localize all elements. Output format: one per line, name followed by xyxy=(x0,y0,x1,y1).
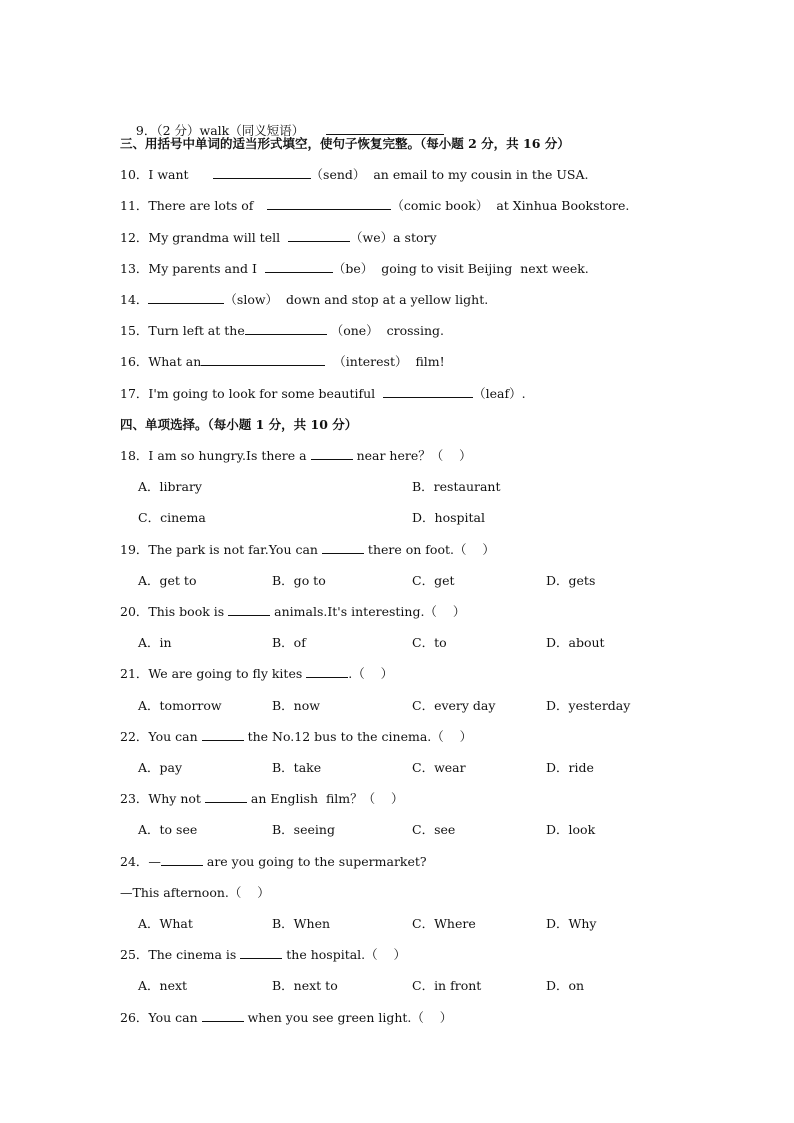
question-20 xyxy=(120,603,465,621)
answer-blank[interactable] xyxy=(201,353,325,366)
option-d[interactable]: D．look xyxy=(546,822,596,837)
question-12 xyxy=(120,229,437,247)
question-prefix: 22．You can xyxy=(120,729,202,744)
question-26 xyxy=(120,1009,452,1027)
option-c[interactable]: C．cinema xyxy=(138,510,206,525)
answer-blank[interactable] xyxy=(267,197,391,210)
question-11 xyxy=(120,197,629,215)
question-prefix: 11．There are lots of xyxy=(120,198,258,213)
question-suffix: there on foot.（ ） xyxy=(363,542,495,557)
answer-blank[interactable] xyxy=(288,229,350,242)
question-prefix: 26．You can xyxy=(120,1010,202,1025)
question-19 xyxy=(120,541,495,559)
question-suffix: animals.It's interesting.（ ） xyxy=(270,604,466,619)
question-prefix: 18．I am so hungry.Is there a xyxy=(120,448,311,463)
option-c[interactable]: C．Where xyxy=(412,916,476,931)
option-a[interactable]: A．tomorrow xyxy=(138,698,222,713)
question-prefix: 15．Turn left at the xyxy=(120,323,245,338)
question-suffix: an English film？（ ） xyxy=(246,791,404,806)
option-b[interactable]: B．go to xyxy=(272,573,326,588)
option-a[interactable]: A．in xyxy=(138,635,172,650)
option-b[interactable]: B．restaurant xyxy=(412,479,501,494)
answer-blank[interactable] xyxy=(383,385,473,398)
answer-blank[interactable] xyxy=(202,728,244,741)
option-d[interactable]: D．ride xyxy=(546,760,594,775)
question-17 xyxy=(120,385,526,403)
answer-blank[interactable] xyxy=(161,853,203,866)
answer-blank[interactable] xyxy=(326,122,444,135)
question-prefix: 13．My parents and I xyxy=(120,261,265,276)
answer-blank[interactable] xyxy=(213,166,311,179)
option-a[interactable]: A．What xyxy=(138,916,193,931)
option-d[interactable]: D．gets xyxy=(546,573,596,588)
question-prefix: 23．Why not xyxy=(120,791,205,806)
option-d[interactable]: D．about xyxy=(546,635,605,650)
question-suffix: near here？（ ） xyxy=(352,448,472,463)
option-d[interactable]: D．Why xyxy=(546,916,597,931)
section-3-heading: 三、用括号中单词的适当形式填空，使句子恢复完整。（每小题 2 分，共 16 分） xyxy=(120,136,570,151)
question-prefix: 10．I want xyxy=(120,167,193,182)
question-suffix: the No.12 bus to the cinema.（ ） xyxy=(243,729,473,744)
question-prefix: 17．I'm going to look for some beautiful xyxy=(120,386,384,401)
option-a[interactable]: A．pay xyxy=(138,760,183,775)
question-24-reply: —This afternoon.（ ） xyxy=(120,885,270,900)
answer-blank[interactable] xyxy=(202,1009,244,1022)
question-text: 9．（2 分）walk（同义短语） xyxy=(135,123,305,138)
option-c[interactable]: C．get xyxy=(412,573,455,588)
option-b[interactable]: B．now xyxy=(272,698,320,713)
option-c[interactable]: C．see xyxy=(412,822,456,837)
question-prefix: 24．— xyxy=(120,854,161,869)
question-16 xyxy=(120,353,445,371)
question-14 xyxy=(120,291,488,309)
answer-blank[interactable] xyxy=(205,790,247,803)
option-d[interactable]: D．hospital xyxy=(412,510,485,525)
option-a[interactable]: A．library xyxy=(138,479,202,494)
answer-blank[interactable] xyxy=(148,291,224,304)
question-suffix: （interest） film! xyxy=(325,354,445,369)
question-21 xyxy=(120,665,393,683)
option-d[interactable]: D．on xyxy=(546,978,585,993)
option-c[interactable]: C．to xyxy=(412,635,447,650)
answer-blank[interactable] xyxy=(306,665,348,678)
section-4-heading: 四、单项选择。（每小题 1 分，共 10 分） xyxy=(120,417,358,432)
answer-blank[interactable] xyxy=(228,603,270,616)
question-suffix: （comic book） at Xinhua Bookstore. xyxy=(391,198,630,213)
answer-blank[interactable] xyxy=(311,447,353,460)
answer-blank[interactable] xyxy=(265,260,333,273)
question-13 xyxy=(120,260,589,278)
question-suffix: when you see green light.（ ） xyxy=(243,1010,453,1025)
option-b[interactable]: B．of xyxy=(272,635,306,650)
question-prefix: 16．What an xyxy=(120,354,202,369)
question-prefix: 25．The cinema is xyxy=(120,947,241,962)
question-prefix: 12．My grandma will tell xyxy=(120,230,289,245)
question-prefix: 20．This book is xyxy=(120,604,229,619)
option-b[interactable]: B．When xyxy=(272,916,331,931)
option-a[interactable]: A．to see xyxy=(138,822,198,837)
question-suffix: .（ ） xyxy=(348,666,394,681)
question-22 xyxy=(120,728,472,746)
question-suffix: are you going to the supermarket? xyxy=(202,854,427,869)
question-18 xyxy=(120,447,472,465)
answer-blank[interactable] xyxy=(240,946,282,959)
answer-blank[interactable] xyxy=(322,541,364,554)
option-c[interactable]: C．in front xyxy=(412,978,482,993)
question-prefix: 19．The park is not far.You can xyxy=(120,542,322,557)
option-a[interactable]: A．get to xyxy=(138,573,197,588)
question-suffix: （be） going to visit Beijing next week. xyxy=(332,261,589,276)
question-suffix: （one） crossing. xyxy=(326,323,444,338)
question-prefix: 21．We are going to fly kites xyxy=(120,666,307,681)
option-a[interactable]: A．next xyxy=(138,978,188,993)
question-15 xyxy=(120,322,444,340)
question-suffix: （send） an email to my cousin in the USA. xyxy=(310,167,589,182)
option-d[interactable]: D．yesterday xyxy=(546,698,631,713)
question-suffix: （we）a story xyxy=(350,230,437,245)
question-suffix: the hospital.（ ） xyxy=(282,947,407,962)
option-b[interactable]: B．take xyxy=(272,760,322,775)
option-b[interactable]: B．next to xyxy=(272,978,338,993)
option-c[interactable]: C．every day xyxy=(412,698,496,713)
question-10 xyxy=(120,166,588,184)
question-23 xyxy=(120,790,404,808)
question-prefix: 14． xyxy=(120,292,149,307)
question-suffix: （leaf）. xyxy=(473,386,526,401)
option-c[interactable]: C．wear xyxy=(412,760,466,775)
question-24 xyxy=(120,853,427,871)
question-25 xyxy=(120,946,406,964)
question-suffix: （slow） down and stop at a yellow light. xyxy=(224,292,489,307)
answer-blank[interactable] xyxy=(245,322,327,335)
option-b[interactable]: B．seeing xyxy=(272,822,335,837)
